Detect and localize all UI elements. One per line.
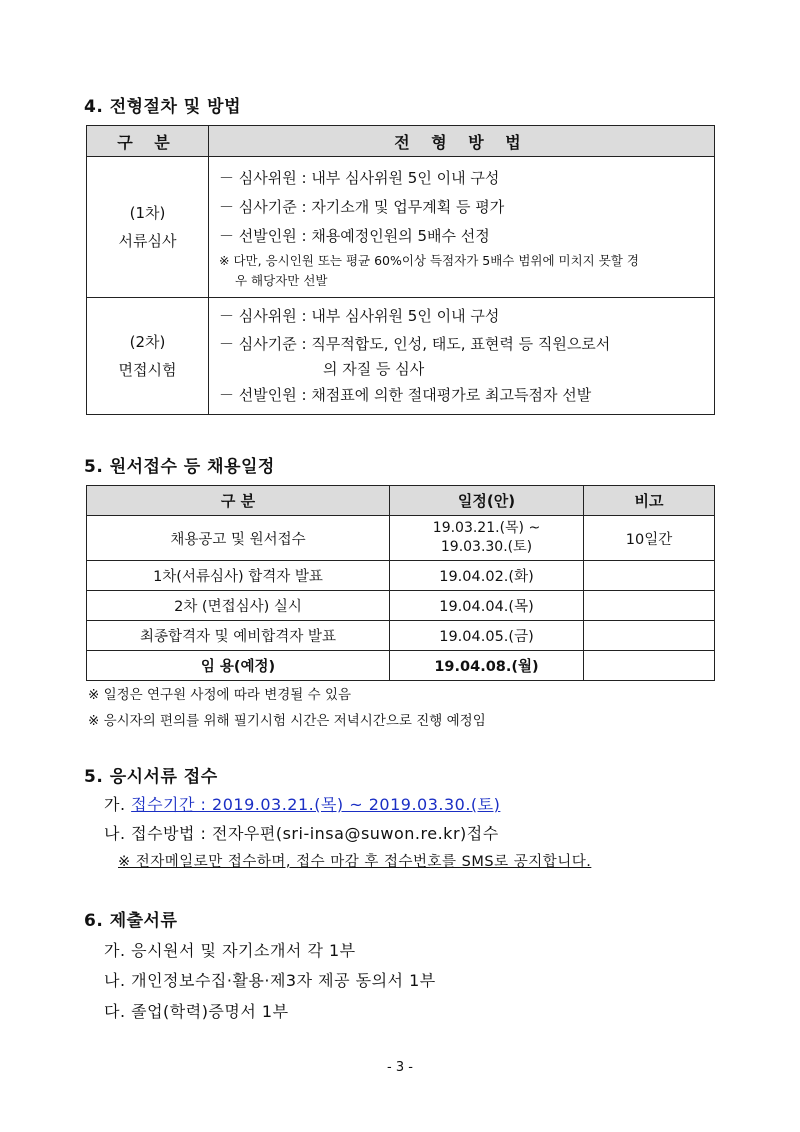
table-row bbox=[87, 516, 715, 561]
schedule-date: 19.04.08.(월) bbox=[390, 651, 584, 681]
header-remarks: 비고 bbox=[584, 486, 715, 516]
table-row bbox=[87, 651, 715, 681]
document-item: 가. 응시원서 및 자기소개서 각 1부 bbox=[104, 941, 356, 960]
stage2-line: － 선발인원 : 채점표에 의한 절대평가로 최고득점자 선발 bbox=[219, 386, 592, 404]
stage2-name: 면접시험 bbox=[118, 361, 177, 379]
section-5-title: 5. 원서접수 등 채용일정 bbox=[84, 457, 275, 477]
table-row bbox=[87, 621, 715, 651]
stage1-note-line2: 우 해당자만 선발 bbox=[235, 272, 328, 288]
schedule-date: 19.04.04.(목) bbox=[390, 591, 584, 621]
table-row bbox=[87, 561, 715, 591]
application-period bbox=[104, 792, 500, 815]
schedule-table bbox=[86, 485, 715, 681]
stage1-line: － 심사위원 : 내부 심사위원 5인 이내 구성 bbox=[219, 168, 500, 187]
selection-procedure-table bbox=[86, 125, 715, 415]
stage1-note-line1: ※ 다만, 응시인원 또는 평균 60%이상 득점자가 5배수 범위에 미치지 못할 경 bbox=[219, 252, 639, 268]
stage2-line: － 심사위원 : 내부 심사위원 5인 이내 구성 bbox=[219, 307, 500, 325]
schedule-date: 19.04.05.(금) bbox=[390, 621, 584, 651]
header-method: 전 형 방 법 bbox=[209, 126, 715, 157]
schedule-name: 1차(서류심사) 합격자 발표 bbox=[87, 561, 390, 591]
header-category: 구 분 bbox=[87, 486, 390, 516]
schedule-note-1: ※ 일정은 연구원 사정에 따라 변경될 수 있음 bbox=[88, 687, 352, 703]
schedule-date bbox=[390, 516, 584, 561]
application-method: 나. 접수방법 : 전자우편(sri-insa@suwon.re.kr)접수 bbox=[104, 824, 499, 843]
application-period-text: 접수기간 : 2019.03.21.(목) ~ 2019.03.30.(토) bbox=[131, 795, 501, 814]
table-header-row bbox=[87, 126, 715, 157]
schedule-note bbox=[584, 621, 715, 651]
stage1-line: － 선발인원 : 채용예정인원의 5배수 선정 bbox=[219, 226, 490, 245]
stage2-line-continued: 의 자질 등 심사 bbox=[323, 360, 425, 378]
stage2-label bbox=[87, 298, 209, 415]
header-category: 구 분 bbox=[87, 126, 209, 157]
stage1-number: (1차) bbox=[129, 204, 166, 222]
schedule-name: 2차 (면접심사) 실시 bbox=[87, 591, 390, 621]
application-period-prefix: 가. bbox=[104, 795, 132, 814]
table-row bbox=[87, 157, 715, 298]
stage1-label bbox=[87, 157, 209, 298]
section-4-title: 4. 전형절차 및 방법 bbox=[84, 97, 241, 117]
schedule-date: 19.04.02.(화) bbox=[390, 561, 584, 591]
application-notice: ※ 전자메일로만 접수하며, 접수 마감 후 접수번호를 SMS로 공지합니다. bbox=[118, 854, 592, 870]
stage2-line: － 심사기준 : 직무적합도, 인성, 태도, 표현력 등 직원으로서 bbox=[219, 335, 611, 353]
stage1-details bbox=[209, 157, 715, 298]
table-row bbox=[87, 591, 715, 621]
header-schedule: 일정(안) bbox=[390, 486, 584, 516]
stage1-note bbox=[219, 251, 706, 291]
document-item: 다. 졸업(학력)증명서 1부 bbox=[104, 1002, 289, 1021]
stage2-details bbox=[209, 298, 715, 415]
section-documents-title: 6. 제출서류 bbox=[84, 911, 178, 931]
stage1-line: － 심사기준 : 자기소개 및 업무계획 등 평가 bbox=[219, 197, 505, 216]
page-number: - 3 - bbox=[387, 1060, 413, 1075]
schedule-note bbox=[584, 651, 715, 681]
schedule-date-start: 19.03.21.(목) ~ bbox=[432, 520, 541, 536]
table-row bbox=[87, 298, 715, 415]
schedule-name: 임 용(예정) bbox=[87, 651, 390, 681]
stage2-number: (2차) bbox=[129, 333, 166, 351]
document-item: 나. 개인정보수집·활용·제3자 제공 동의서 1부 bbox=[104, 971, 436, 990]
schedule-date-end: 19.03.30.(토) bbox=[440, 539, 533, 555]
schedule-name: 최종합격자 및 예비합격자 발표 bbox=[87, 621, 390, 651]
section-application-title: 5. 응시서류 접수 bbox=[84, 767, 218, 787]
schedule-note-2: ※ 응시자의 편의를 위해 필기시험 시간은 저녁시간으로 진행 예정임 bbox=[88, 713, 486, 729]
schedule-note bbox=[584, 591, 715, 621]
schedule-note bbox=[584, 561, 715, 591]
schedule-name: 채용공고 및 원서접수 bbox=[87, 516, 390, 561]
stage1-name: 서류심사 bbox=[118, 232, 177, 250]
table-header-row bbox=[87, 486, 715, 516]
schedule-note: 10일간 bbox=[584, 516, 715, 561]
